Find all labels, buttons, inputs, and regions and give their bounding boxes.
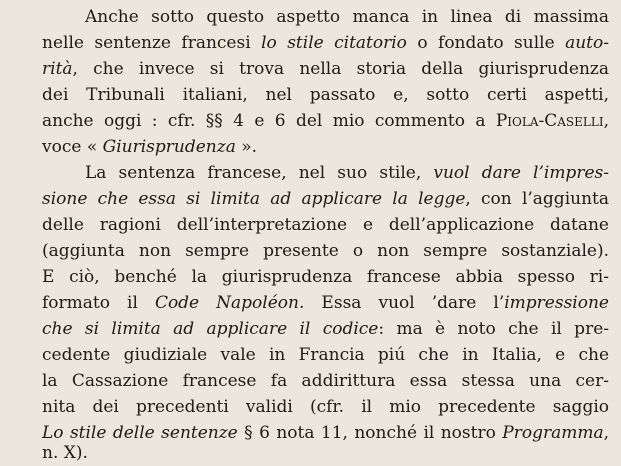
text-run: , con l’aggiunta <box>465 189 609 209</box>
text-run: anche oggi : cfr. §§ 4 e 6 del mio commento a <box>42 111 496 131</box>
italic-term: vuol dare l’impres- <box>433 163 609 183</box>
text-line <box>42 264 609 290</box>
text-run: delle ragioni dell’interpretazione e dell’applicazione datane <box>42 215 609 235</box>
text-run: , <box>603 111 609 131</box>
text-run: formato il <box>42 293 155 313</box>
text-run: (aggiunta non sempre presente o non sempre sostanziale). <box>42 241 609 261</box>
italic-term: Programma <box>502 423 604 443</box>
text-line <box>42 368 609 394</box>
text-run: , che invece si trova nella storia della giurisprudenza <box>72 59 609 79</box>
text-run: : ma è noto che il pre- <box>378 319 609 339</box>
italic-term: lo stile citatorio <box>261 33 407 53</box>
text-run: n. X). <box>42 443 88 463</box>
text-run: nelle sentenze francesi <box>42 33 262 53</box>
text-line <box>42 30 609 56</box>
text-line <box>42 238 609 264</box>
italic-term: auto- <box>565 33 609 53</box>
text-line <box>42 342 609 368</box>
italic-term: Lo stile delle sentenze <box>42 423 238 443</box>
text-run: dei Tribunali italiani, nel passato e, sotto certi aspetti, <box>42 85 609 105</box>
italic-term: impressione <box>504 293 609 313</box>
text-run: voce « <box>42 137 103 157</box>
author-name: Piola-Caselli <box>495 111 604 131</box>
text-line <box>42 82 609 108</box>
text-run: , <box>603 423 609 443</box>
text-run: La sentenza francese, nel suo stile, <box>85 163 434 183</box>
text-line <box>42 56 609 82</box>
italic-term: Code Napoléon <box>154 293 299 313</box>
text-run: Anche sotto questo aspetto manca in linea di massima <box>85 7 609 27</box>
text-line <box>85 160 609 186</box>
italic-term: sione che essa si limita ad applicare la legge <box>42 189 466 209</box>
text-run: ». <box>235 137 258 157</box>
text-line <box>42 316 609 342</box>
text-run: nita dei precedenti validi (cfr. il mio precedente saggio <box>42 397 609 417</box>
text-line <box>42 290 609 316</box>
text-line <box>85 4 609 30</box>
text-line <box>42 440 609 466</box>
text-run: la Cassazione francese fa addirittura essa stessa una cer- <box>42 371 609 391</box>
italic-term: che si limita ad applicare il codice <box>42 319 379 339</box>
text-run: cedente giudiziale vale in Francia piú che in Italia, e che <box>42 345 609 365</box>
text-line <box>42 134 609 160</box>
text-run: § 6 nota 11, nonché il nostro <box>237 423 503 443</box>
text-run: . Essa vuol ’dare l’ <box>298 293 505 313</box>
text-run: E ciò, benché la giurisprudenza francese abbia spesso ri- <box>42 267 609 287</box>
italic-term: rità <box>42 59 73 79</box>
text-line <box>42 186 609 212</box>
text-run: o fondato sulle <box>406 33 566 53</box>
text-line <box>42 108 609 134</box>
text-line <box>42 212 609 238</box>
italic-term: Giurisprudenza <box>102 137 236 157</box>
text-line <box>42 394 609 420</box>
